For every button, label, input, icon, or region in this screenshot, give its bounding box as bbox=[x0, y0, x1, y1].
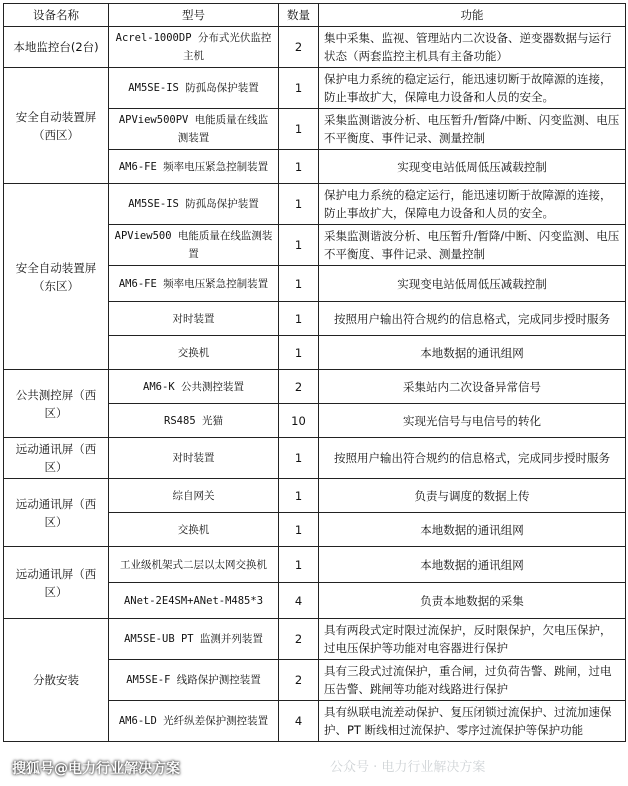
device-func: 保护电力系统的稳定运行，能迅速切断于故障源的连接，防止事故扩大，保障电力设备和人员的安全。 bbox=[319, 68, 626, 109]
device-model: 综自网关 bbox=[109, 479, 279, 513]
device-qty: 1 bbox=[279, 225, 319, 266]
device-func: 具有三段式过流保护，重合闸，过负荷告警、跳闸，过电压告警、跳闸等功能对线路进行保护 bbox=[319, 660, 626, 701]
table-row bbox=[4, 68, 626, 109]
device-qty: 1 bbox=[279, 513, 319, 547]
device-name: 远动通讯屏（西区） bbox=[4, 438, 109, 479]
device-model: APView500PV 电能质量在线监测装置 bbox=[109, 109, 279, 150]
device-name: 远动通讯屏（西区） bbox=[4, 547, 109, 619]
device-model: AM5SE-IS 防孤岛保护装置 bbox=[109, 184, 279, 225]
table-row bbox=[4, 184, 626, 225]
table-row bbox=[4, 479, 626, 513]
device-qty: 1 bbox=[279, 266, 319, 302]
device-name: 安全自动装置屏（东区） bbox=[4, 184, 109, 370]
device-model: 对时装置 bbox=[109, 302, 279, 336]
equipment-table bbox=[3, 3, 626, 742]
device-qty: 1 bbox=[279, 184, 319, 225]
device-model: AM6-K 公共测控装置 bbox=[109, 370, 279, 404]
device-func: 保护电力系统的稳定运行，能迅速切断于故障源的连接，防止事故扩大，保障电力设备和人员的安全。 bbox=[319, 184, 626, 225]
device-func: 本地数据的通讯组网 bbox=[319, 513, 626, 547]
device-func: 实现变电站低周低压减载控制 bbox=[319, 266, 626, 302]
device-name: 本地监控台(2台) bbox=[4, 27, 109, 68]
device-func: 按照用户输出符合规约的信息格式，完成同步授时服务 bbox=[319, 438, 626, 479]
device-func: 本地数据的通讯组网 bbox=[319, 336, 626, 370]
device-name: 公共测控屏（西区） bbox=[4, 370, 109, 438]
device-func: 按照用户输出符合规约的信息格式，完成同步授时服务 bbox=[319, 302, 626, 336]
device-model: AM5SE-UB PT 监测并列装置 bbox=[109, 619, 279, 660]
device-func: 实现光信号与电信号的转化 bbox=[319, 404, 626, 438]
device-model: 对时装置 bbox=[109, 438, 279, 479]
header-model: 型号 bbox=[109, 4, 279, 27]
table-row bbox=[4, 27, 626, 68]
device-model: AM5SE-IS 防孤岛保护装置 bbox=[109, 68, 279, 109]
device-name: 分散安装 bbox=[4, 619, 109, 742]
device-func: 采集监测谐波分析、电压暂升/暂降/中断、闪变监测、电压不平衡度、事件记录、测量控制 bbox=[319, 109, 626, 150]
device-name: 远动通讯屏（西区） bbox=[4, 479, 109, 547]
device-func: 实现变电站低周低压减载控制 bbox=[319, 150, 626, 184]
device-qty: 2 bbox=[279, 370, 319, 404]
header-name: 设备名称 bbox=[4, 4, 109, 27]
device-qty: 4 bbox=[279, 583, 319, 619]
device-model: RS485 光猫 bbox=[109, 404, 279, 438]
device-model: ANet-2E4SM+ANet-M485*3 bbox=[109, 583, 279, 619]
device-qty: 2 bbox=[279, 660, 319, 701]
sohu-watermark: 搜狐号@电力行业解决方案 bbox=[12, 761, 180, 777]
table-row bbox=[4, 438, 626, 479]
device-func: 具有两段式定时限过流保护，反时限保护，欠电压保护，过电压保护等功能对电容器进行保护 bbox=[319, 619, 626, 660]
device-model: APView500 电能质量在线监测装置 bbox=[109, 225, 279, 266]
device-qty: 1 bbox=[279, 109, 319, 150]
device-qty: 2 bbox=[279, 27, 319, 68]
device-func: 具有纵联电流差动保护、复压闭锁过流保护、过流加速保护、PT 断线相过流保护、零序过流保护等保护功能 bbox=[319, 701, 626, 742]
device-model: AM5SE-F 线路保护测控装置 bbox=[109, 660, 279, 701]
device-func: 集中采集、监视、管理站内二次设备、逆变器数据与运行状态（两套监控主机具有主备功能） bbox=[319, 27, 626, 68]
device-qty: 2 bbox=[279, 619, 319, 660]
device-qty: 4 bbox=[279, 701, 319, 742]
header-qty: 数量 bbox=[279, 4, 319, 27]
device-qty: 1 bbox=[279, 547, 319, 583]
device-func: 采集站内二次设备异常信号 bbox=[319, 370, 626, 404]
header-row bbox=[4, 4, 626, 27]
device-model: AM6-FE 频率电压紧急控制装置 bbox=[109, 266, 279, 302]
device-name: 安全自动装置屏（西区） bbox=[4, 68, 109, 184]
device-func: 采集监测谐波分析、电压暂升/暂降/中断、闪变监测、电压不平衡度、事件记录、测量控制 bbox=[319, 225, 626, 266]
faint-watermark: 公众号 · 电力行业解决方案 bbox=[330, 760, 486, 775]
device-qty: 10 bbox=[279, 404, 319, 438]
device-model: 工业级机架式二层以太网交换机 bbox=[109, 547, 279, 583]
table-row bbox=[4, 619, 626, 660]
table-row bbox=[4, 547, 626, 583]
device-model: 交换机 bbox=[109, 336, 279, 370]
device-func: 负责本地数据的采集 bbox=[319, 583, 626, 619]
device-qty: 1 bbox=[279, 336, 319, 370]
device-model: AM6-LD 光纤纵差保护测控装置 bbox=[109, 701, 279, 742]
device-qty: 1 bbox=[279, 479, 319, 513]
device-qty: 1 bbox=[279, 302, 319, 336]
table-row bbox=[4, 370, 626, 404]
device-model: Acrel-1000DP 分布式光伏监控主机 bbox=[109, 27, 279, 68]
device-func: 本地数据的通讯组网 bbox=[319, 547, 626, 583]
device-model: 交换机 bbox=[109, 513, 279, 547]
device-qty: 1 bbox=[279, 68, 319, 109]
device-qty: 1 bbox=[279, 150, 319, 184]
device-func: 负责与调度的数据上传 bbox=[319, 479, 626, 513]
device-qty: 1 bbox=[279, 438, 319, 479]
header-func: 功能 bbox=[319, 4, 626, 27]
device-model: AM6-FE 频率电压紧急控制装置 bbox=[109, 150, 279, 184]
